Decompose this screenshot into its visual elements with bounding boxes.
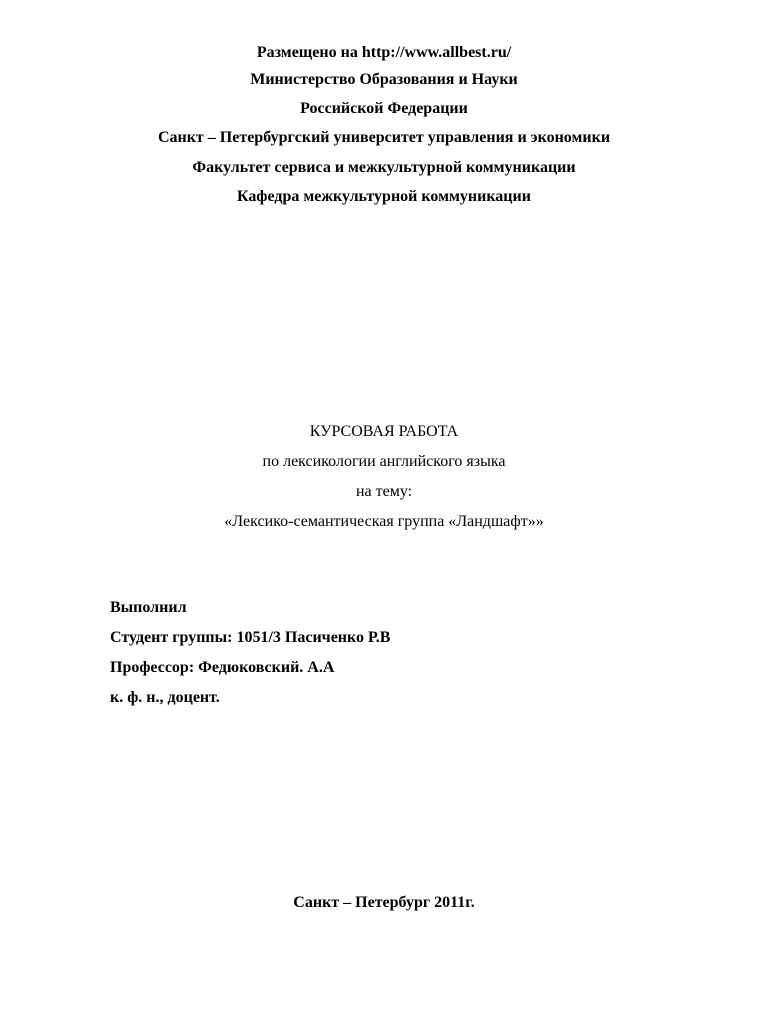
- performed-by-label: Выполнил: [110, 599, 187, 616]
- university-name: Санкт – Петербургский университет управления и экономики: [157, 129, 611, 146]
- department-name: Кафедра межкультурной коммуникации: [237, 188, 531, 205]
- work-type-title: КУРСОВАЯ РАБОТА: [309, 423, 459, 440]
- degree-info: к. ф. н., доцент.: [110, 689, 220, 706]
- city-year: Санкт – Петербург 2011г.: [293, 894, 475, 911]
- topic-title: «Лексико-семантическая группа «Ландшафт»»: [224, 513, 544, 530]
- ministry-line-1: Министерство Образования и Науки: [250, 71, 518, 88]
- student-info: Студент группы: 1051/3 Пасиченко Р.В: [110, 629, 391, 646]
- source-line: Размещено на http://www.allbest.ru/: [256, 44, 512, 61]
- subject-line: по лексикологии английского языка: [262, 453, 506, 470]
- topic-label: на тему:: [355, 483, 413, 500]
- professor-info: Профессор: Федюковский. А.А: [110, 659, 335, 676]
- ministry-line-2: Российской Федерации: [300, 100, 468, 117]
- faculty-name: Факультет сервиса и межкультурной коммуникации: [192, 159, 576, 176]
